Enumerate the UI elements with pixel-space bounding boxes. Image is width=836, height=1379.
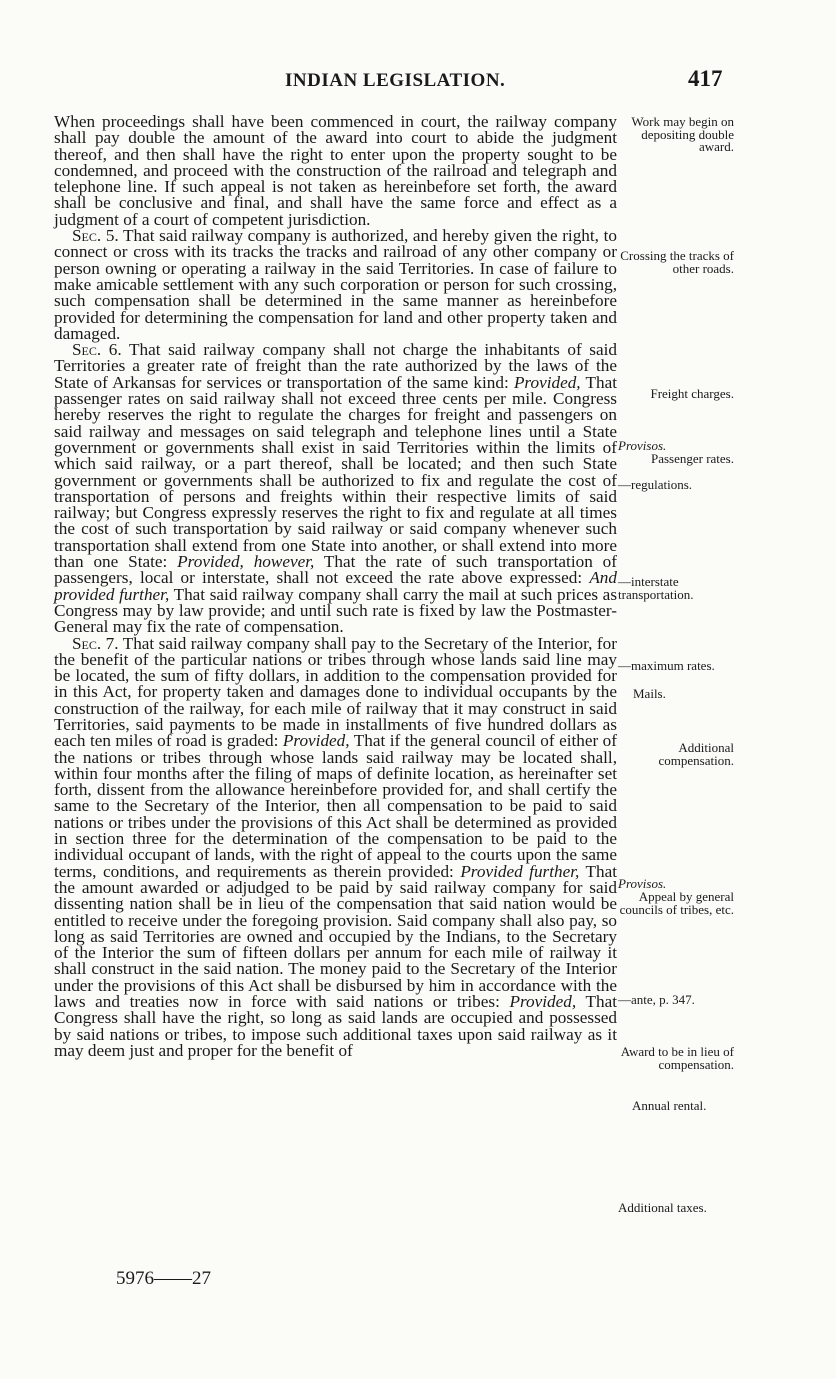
italic-proviso: Provided, however, [177,552,315,572]
paragraph-text: That said railway company shall not charge the inhabitants of said Territories a greater rate of freight than the rate authorized by the laws of the State of Arkansas for services or transportation of the same kind: [54,340,617,392]
italic-proviso: Provided, [282,731,350,751]
margin-note-award-in-lieu: Award to be in lieu of compensation. [620,1044,734,1072]
paragraph-continuation: When proceedings shall have been commenced in court, the railway company shall pay double the amount of the award into court to abide the judgment thereof, and then shall have the right to enter upon the property sought to be condemned, and proceed with the construction of the railroad and telegraph and telephone line. If such appeal is not taken as hereinbefore set forth, the award shall be conclusive and final, and shall have the same force and effect as a judgment of a court of competent jurisdiction. [54,112,617,229]
paragraph-text: That passenger rates on said railway shall not exceed three cents per mile. Congress hereby reserves the right to regulate the charges for freight and passengers on said railway and messages on said telegraph and telephone lines until a State government or governments shall exist in said Territories within the limits of which said railway, or a part thereof, shall be located; and then such State government or governments shall be authorized to fix and regulate the cost of transportation of persons and freights within their respective limits of said railway; but Congress expressly reserves the right to fix and regulate at all times the cost of such transportation by said railway or said company whenever such transportation shall extend from one State into another, or shall extend into more than one State: [54,372,617,572]
margin-note-freight-charges: Freight charges. [650,386,734,401]
italic-proviso: Provided, [509,992,577,1012]
margin-note-work-may-begin: Work may begin on depositing double award. [631,114,734,154]
paragraph-sec-6 [54,342,617,635]
italic-proviso: Provided further, [460,861,580,881]
paragraph-text: That said railway company shall carry the mail at such prices as Congress may by law provide; and until such rate is fixed by law the Postmaster-General may fix the rate of compensation. [54,584,618,637]
signature-mark: 5976——27 [116,1268,211,1289]
section-label: Sec. 6. [72,340,122,360]
margin-note-annual-rental: Annual rental. [632,1098,707,1113]
paragraph-text: That Congress shall have the right, so long as said lands are occupied and possessed by said nations or tribes, to impose such additional taxes upon said railway as it may deem just and proper for the benefit of [54,992,618,1060]
paragraph-text: That said railway company is authorized, and hereby given the right, to connect or cross with its tracks the tracks and railroad of any other company or person owning or operating a railway in the said Territories. In case of failure to make amicable settlement with any such corporation or person for such crossing, such compensation shall be determined in the same manner as hereinbefore provided for determining the compensation for land and other property taken and damaged. [54,226,617,343]
paragraph-sec-5 [54,228,617,342]
paragraph-text: That said railway company shall pay to the Secretary of the Interior, for the benefit of the particular nations or tribes through whose lands said line may be located, the sum of fifty dollars, in addition to the compensation provided for in this Act, for property taken and damages done to individual occupants by the construction of the railway, for each mile of railway that it may construct in said Territories, said payments to be made in installments of five hundred dollars as each ten miles of road is graded: [54,633,617,751]
section-label: Sec. 7. [72,633,119,653]
margin-note-ante: —ante, p. 347. [618,992,695,1007]
paragraph-text: That if the general council of either of the nations or tribes through whose lands said railway may be located shall, within four months after the filing of maps of definite location, as hereinafter set forth, dissent from the allowance hereinbefore provided for, and shall certify the same to the Secretary of the Interior, then all compensation to be paid to said nations or tribes under the provisions of this Act shall be determined as provided in section three for the determination of the compensation to be paid to the individual occupant of lands, with the right of appeal to the courts upon the same terms, conditions, and requirements as therein provided: [54,731,617,881]
margin-note-additional-compensation: Additional compensation. [658,740,734,768]
running-header-title: INDIAN LEGISLATION. [285,70,506,91]
margin-note-passenger-rates: Passenger rates. [650,451,734,466]
italic-proviso: And provided further, [54,568,617,604]
margin-note-provisos: Provisos. [618,438,667,453]
margin-note-mails: Mails. [633,686,666,701]
margin-note-maximum-rates: —maximum rates. [618,658,715,673]
margin-note-additional-taxes: Additional taxes. [618,1200,707,1215]
paragraph-text: That the rate of such transportation of passengers, local or interstate, shall not exceed the rate above expressed: [54,552,617,588]
paragraph-sec-7 [54,633,618,1060]
margin-note-interstate: —interstate transportation. [618,574,694,602]
margin-note-appeal: Appeal by general councils of tribes, etc. [619,889,734,917]
main-text-column [54,114,617,1059]
page-number: 417 [688,66,723,91]
margin-note-crossing-tracks: Crossing the tracks of other roads. [620,248,734,276]
section-label: Sec. 5. [72,226,119,246]
margin-note-provisos-2: Provisos. [618,876,667,891]
paragraph-text: That the amount awarded or adjudged to be paid by said railway company for said dissenting nation shall be in lieu of the compensation that said nation would be entitled to receive under the foregoing provision. Said company shall also pay, so long as said Territories are owned and occupied by the Indians, to the Secretary of the Interior the sum of fifteen dollars per annum for each mile of railway it shall construct in the said nation. The money paid to the Secretary of the Interior under the provisions of this Act shall be disbursed by him in accordance with the laws and treaties now in force with said nations or tribes: [54,861,617,1012]
margin-note-regulations: —regulations. [618,477,693,492]
italic-proviso: Provided, [513,372,581,392]
